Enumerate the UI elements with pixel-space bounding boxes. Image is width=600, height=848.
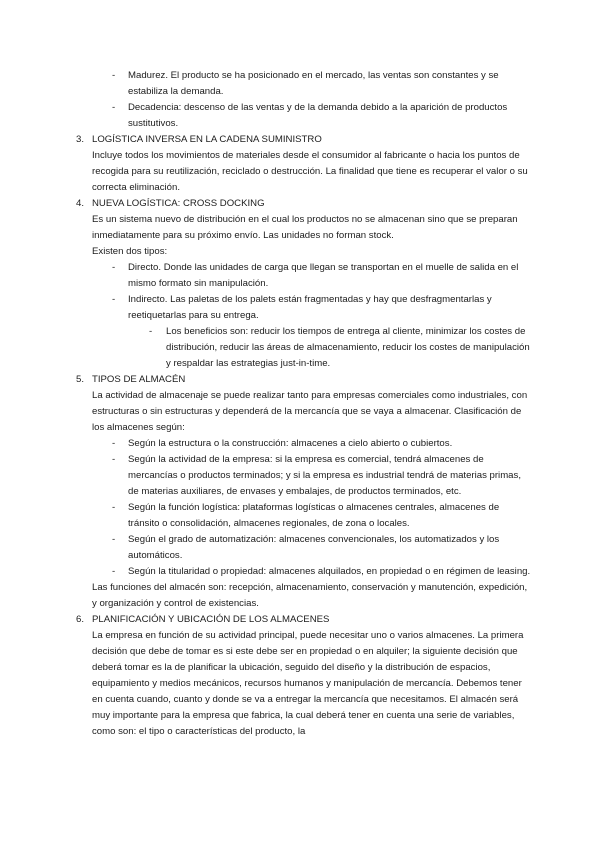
bullet-item [92, 292, 532, 324]
bullet-text: Directo. Donde las unidades de carga que llegan se transportan en el muelle de salida en el mismo formato sin manipulación. [128, 262, 519, 289]
paragraph: Existen dos tipos: [92, 246, 168, 257]
bullet-text: Indirecto. Las paletas de los palets están fragmentadas y hay que desfragmentarlas y reetiquetarlas para su entrega. [128, 294, 492, 321]
section-number: 5. [76, 374, 85, 385]
paragraph: La actividad de almacenaje se puede realizar tanto para empresas comerciales como industriales, con estructuras o sin estructuras y dependerá de la mercancía que se vaya a almacenar. Clasificación de los almacenes según: [92, 390, 528, 433]
paragraph: La empresa en función de su actividad principal, puede necesitar uno o varios almacenes. La primera decisión que debe de tomar es si este debe ser en propiedad o en alquiler; la siguiente decisión que deberá tomar es la de planificar la ubicación, seguido del diseño y la distribución de espacios, equipamiento y medios mecánicos, recursos humanos y manipulación de mercancía. Debemos tener en cuenta cuando, cuanto y donde se va a entregar la mercancía que necesitamos. El almacén será muy importante para la empresa que fabrica, la cual deberá tener en cuenta una serie de variables, como son: el tipo o características del producto, la [92, 630, 524, 737]
bullet-text: Decadencia: descenso de las ventas y de la demanda debido a la aparición de productos sustitutivos. [128, 102, 508, 129]
dash-marker: - [112, 454, 116, 465]
bullet-text: Madurez. El producto se ha posicionado en el mercado, las ventas son constantes y se estabiliza la demanda. [128, 70, 499, 97]
bullet-item [92, 564, 532, 580]
dash-marker: - [112, 502, 116, 513]
paragraph: Incluye todos los movimientos de materiales desde el consumidor al fabricante o hacia los puntos de recogida para su reutilización, reciclado o destrucción. La finalidad que tiene es recuperar el valor o su correcta eliminación. [92, 150, 528, 193]
dash-marker: - [112, 294, 116, 305]
bullet-text: Según la estructura o la construcción: almacenes a cielo abierto o cubiertos. [128, 438, 453, 449]
bullet-item [92, 500, 532, 532]
section-heading [76, 132, 532, 148]
dash-marker: - [112, 102, 116, 113]
bullet-text: Los beneficios son: reducir los tiempos de entrega al cliente, minimizar los costes de distribución, reducir las áreas de almacenamiento, reducir los costes de manipulación y respaldar las estrategias just-in-time. [166, 326, 530, 369]
bullet-item [92, 452, 532, 500]
dash-marker: - [112, 70, 116, 81]
document-body [76, 68, 532, 740]
section-heading [76, 196, 532, 212]
bullet-item [92, 100, 532, 132]
dash-marker: - [112, 262, 116, 273]
section-title: PLANIFICACIÓN Y UBICACIÓN DE LOS ALMACENES [92, 614, 330, 625]
bullet-text: Según el grado de automatización: almacenes convencionales, los automatizados y los automáticos. [128, 534, 500, 561]
dash-marker: - [112, 566, 116, 577]
bullet-item [92, 260, 532, 292]
section-title: LOGÍSTICA INVERSA EN LA CADENA SUMINISTRO [92, 134, 322, 145]
paragraph: Las funciones del almacén son: recepción, almacenamiento, conservación y manutención, expedición, y organización y control de existencias. [92, 582, 528, 609]
section-heading [76, 372, 532, 388]
section-title: TIPOS DE ALMACÉN [92, 374, 186, 385]
section-number: 3. [76, 134, 85, 145]
bullet-item [92, 532, 532, 564]
bullet-text: Según la actividad de la empresa: si la empresa es comercial, tendrá almacenes de mercancías o productos terminados; y si la empresa es industrial tendrá de materias primas, de materias auxiliares, de envases y embalajes, de productos terminados, etc. [128, 454, 521, 497]
paragraph: Es un sistema nuevo de distribución en el cual los productos no se almacenan sino que se preparan inmediatamente para su próximo envío. Las unidades no forman stock. [92, 214, 518, 241]
bullet-item [92, 436, 532, 452]
section-title: NUEVA LOGÍSTICA: CROSS DOCKING [92, 198, 265, 209]
section-number: 6. [76, 614, 85, 625]
sub-bullet-item [92, 324, 532, 372]
dash-marker: - [112, 438, 116, 449]
bullet-text: Según la titularidad o propiedad: almacenes alquilados, en propiedad o en régimen de leasing. [128, 566, 531, 577]
bullet-text: Según la función logística: plataformas logísticas o almacenes centrales, almacenes de tránsito o consolidación, almacenes regionales, de zona o locales. [128, 502, 500, 529]
section-heading [76, 612, 532, 628]
bullet-item [92, 68, 532, 100]
dash-marker: - [112, 534, 116, 545]
dash-marker: - [149, 326, 153, 337]
section-number: 4. [76, 198, 85, 209]
